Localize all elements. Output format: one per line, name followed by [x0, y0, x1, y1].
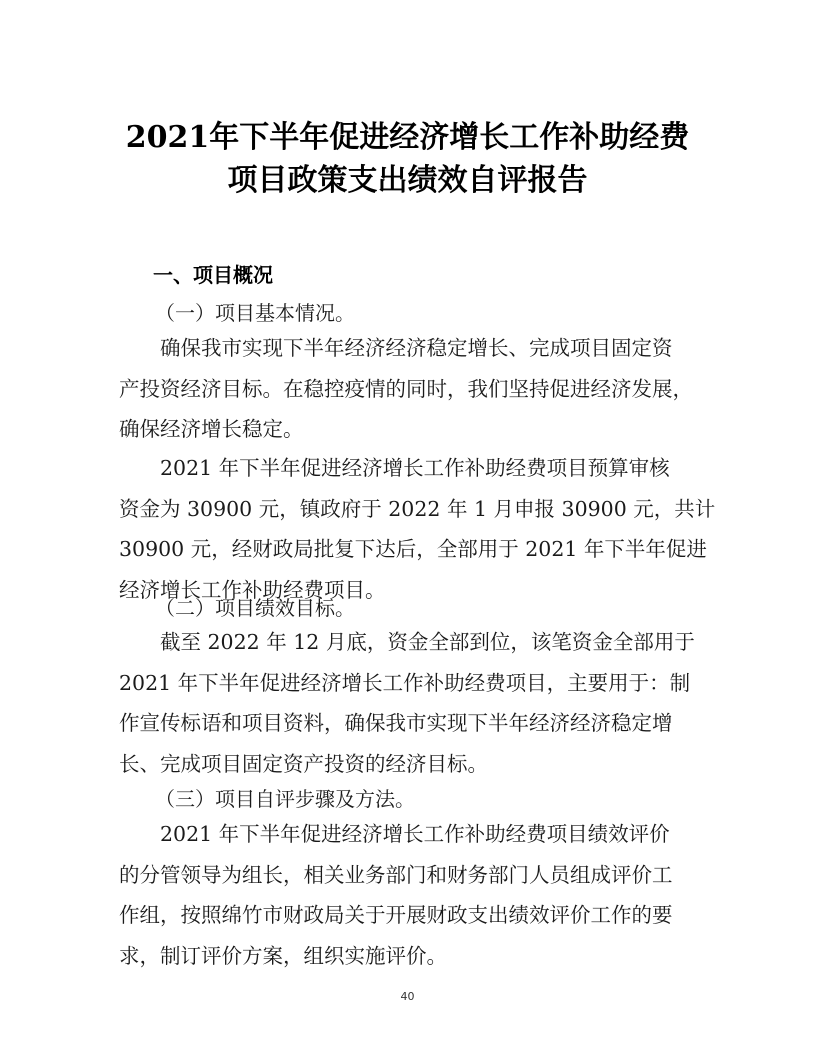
subsection-heading-performance-goals: （二）项目绩效目标。 — [155, 596, 355, 620]
paragraph-line: 截至 2022 年 12 月底，资金全部到位，该笔资金全部用于 — [160, 630, 695, 654]
paragraph-line: 资金为 30900 元，镇政府于 2022 年 1 月申报 30900 元，共计 — [119, 496, 716, 521]
paragraph-line: 2021 年下半年促进经济增长工作补助经费项目，主要用于：制 — [119, 670, 691, 695]
paragraph-basic-info — [119, 328, 719, 450]
paragraph-budget — [119, 448, 719, 610]
paragraph-line: 确保经济增长稳定。 — [119, 417, 304, 442]
paragraph-line: 的分管领导为组长，相关业务部门和财务部门人员组成评价工 — [119, 862, 673, 887]
paragraph-performance-goals — [119, 622, 719, 784]
paragraph-line: 长、完成项目固定资产投资的经济目标。 — [119, 751, 488, 776]
paragraph-line: 2021 年下半年促进经济增长工作补助经费项目绩效评价 — [160, 822, 670, 846]
paragraph-line: 作宣传标语和项目资料，确保我市实现下半年经济经济稳定增 — [119, 711, 673, 736]
paragraph-line: 求，制订评价方案，组织实施评价。 — [119, 943, 447, 968]
subsection-heading-evaluation-steps: （三）项目自评步骤及方法。 — [155, 787, 415, 811]
document-title-line-1: 2021年下半年促进经济增长工作补助经费 — [125, 120, 690, 155]
paragraph-line: 确保我市实现下半年经济经济稳定增长、完成项目固定资 — [160, 336, 673, 360]
paragraph-line: 2021 年下半年促进经济增长工作补助经费项目预算审核 — [160, 456, 670, 480]
paragraph-line: 30900 元，经财政局批复下达后，全部用于 2021 年下半年促进 — [119, 537, 707, 562]
paragraph-line: 作组，按照绵竹市财政局关于开展财政支出绩效评价工作的要 — [119, 903, 673, 928]
document-title-line-2: 项目政策支出绩效自评报告 — [227, 163, 588, 198]
paragraph-evaluation-steps — [119, 814, 719, 976]
paragraph-line: 产投资经济目标。在稳控疫情的同时，我们坚持促进经济发展， — [119, 376, 693, 401]
page-number: 40 — [400, 990, 415, 1003]
section-heading-project-overview: 一、项目概况 — [153, 263, 273, 287]
paragraph-line: 经济增长工作补助经费项目。 — [119, 577, 386, 602]
subsection-heading-basic-info: （一）项目基本情况。 — [155, 301, 355, 325]
